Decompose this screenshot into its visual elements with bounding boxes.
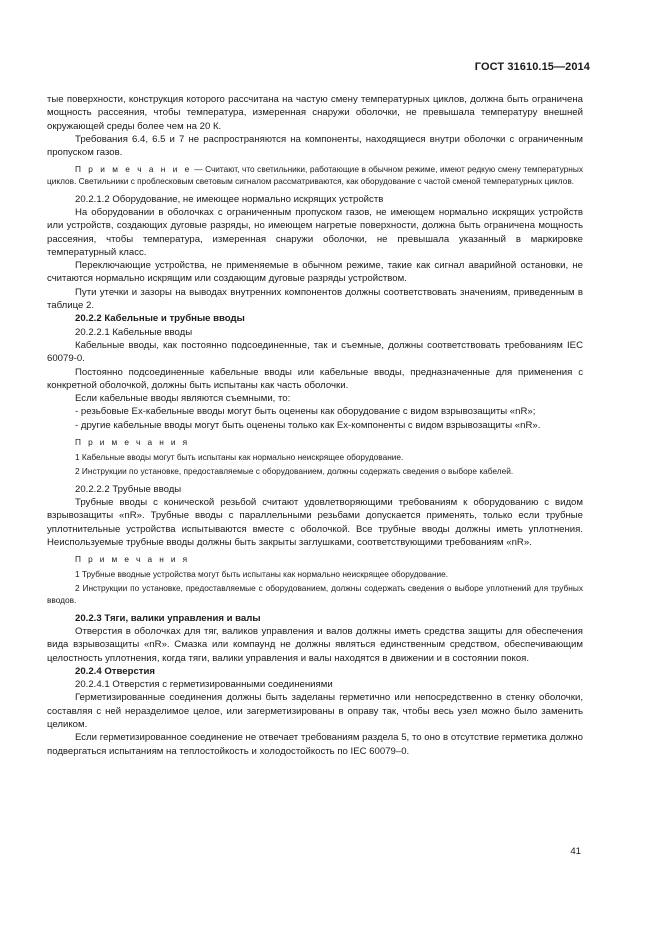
paragraph: тые поверхности, конструкция которого рассчитана на частую смену температурных циклов, должна быть ограничена мощность рассеяния, чтобы температура, измеренная снаружи оболочки, не превышала температуру внешней окружающей среды более чем на 20 К. bbox=[47, 94, 583, 132]
paragraph: Пути утечки и зазоры на выводах внутренних компонентов должны соответствовать значениям, приведенным в таблице 2. bbox=[47, 286, 583, 312]
note-text: — Считают, что светильники, работающие в обычном режиме, имеют редкую смену температурных циклов. Светильники с проблесковым световым сигналом рассматриваются, как оборудование с частой сменой температурных циклов. bbox=[47, 164, 583, 187]
section-heading: 20.2.2 Кабельные и трубные вводы bbox=[75, 313, 245, 325]
paragraph: На оборудовании в оболочках с ограниченным пропуском газов, не имеющем нормально искрящих устройств или устройств, создающих дуговые разряды, но имеющем нагретые поверхности, должна быть ограничена мощность рассеяния, чтобы температура, измеренная снаружи оболочки, не превышала указанный в маркировке температурный класс. bbox=[47, 206, 583, 258]
paragraph: Требования 6.4, 6.5 и 7 не распространяются на компоненты, находящиеся внутри оболочки с ограниченным пропуском газов. bbox=[47, 133, 583, 159]
subsection-title: 20.2.1.2 Оборудование, не имеющее нормально искрящих устройств bbox=[75, 193, 384, 205]
section-heading: 20.2.4 Отверстия bbox=[75, 665, 155, 677]
document-code: ГОСТ 31610.15—2014 bbox=[474, 61, 590, 73]
paragraph: Трубные вводы с конической резьбой считают удовлетворяющими требованиям к оборудованию с видом взрывозащиты «nR». Трубные вводы с параллельными резьбами допускается применять, только если трубные уплотнительные устройства испытываются вместе с оболочкой. Все трубные вводы должны иметь уплотнения. Неиспользуемые трубные вводы должны быть закрыты заглушками, соответствующими требованиям «nR». bbox=[47, 497, 583, 548]
subsection-title: 20.2.4.1 Отверстия с герметизированными соединениями bbox=[75, 679, 333, 691]
paragraph: Если кабельные вводы являются съемными, то: bbox=[75, 393, 291, 405]
section-heading: 20.2.3 Тяги, валики управления и валы bbox=[75, 612, 261, 624]
notes-title: П р и м е ч а н и я bbox=[75, 437, 190, 448]
subsection-title: 20.2.2.1 Кабельные вводы bbox=[75, 326, 193, 338]
note-item: 2 Инструкции по установке, предоставляемые с оборудованием, должны содержать сведения о выборе кабелей. bbox=[75, 466, 514, 477]
note-item: 1 Трубные вводные устройства могут быть испытаны как нормально неискрящее оборудование. bbox=[75, 568, 449, 579]
note bbox=[47, 164, 583, 187]
note-label: П р и м е ч а н и е bbox=[75, 164, 192, 175]
paragraph: Постоянно подсоединенные кабельные вводы или кабельные вводы, предназначенные для применения с конкретной оболочкой, должны быть испытаны как часть оболочки. bbox=[47, 366, 583, 391]
list-item: - другие кабельные вводы могут быть оценены только как Ex-компоненты с видом взрывозащиты «nR». bbox=[75, 419, 541, 431]
paragraph: Герметизированные соединения должны быть заделаны герметично или непосредственно в стенку оболочки, составляя с ней неразделимое целое, или загерметизированы в оправу так, чтобы весь узел можно было заменить целиком. bbox=[47, 692, 583, 731]
note-item: 1 Кабельные вводы могут быть испытаны как нормально неискрящее оборудование. bbox=[75, 451, 404, 462]
subsection-title: 20.2.2.2 Трубные вводы bbox=[75, 483, 182, 495]
paragraph: Отверстия в оболочках для тяг, валиков управления и валов должны иметь средства защиты для обеспечения вида взрывозащиты «nR». Смазка или компаунд не должны являться единственным средством, обеспечивающим целостность уплотнения, когда тяги, валики управления и валы находятся в движении и в состоянии покоя. bbox=[47, 625, 583, 664]
paragraph: Переключающие устройства, не применяемые в обычном режиме, такие как сигнал аварийной остановки, не считаются нормально искрящим или создающим дуговые разряды устройством. bbox=[47, 260, 583, 285]
page-body bbox=[47, 93, 583, 758]
paragraph: Кабельные вводы, как постоянно подсоединенные, так и съемные, должны соответствовать требованиям IEC 60079-0. bbox=[47, 339, 583, 365]
paragraph: Если герметизированное соединение не отвечает требованиям раздела 5, то оно в отсутствие герметика должно подвергаться испытаниям на теплостойкость и холодостойкость по IEC 60079–0. bbox=[47, 732, 583, 757]
list-item: - резьбовые Ex-кабельные вводы могут быть оценены как оборудование с видом взрывозащиты «nR»; bbox=[75, 406, 536, 418]
page-number: 41 bbox=[570, 846, 581, 857]
notes-title: П р и м е ч а н и я bbox=[75, 554, 190, 565]
note-item: 2 Инструкции по установке, предоставляемые с оборудованием, должны содержать сведения о выборе уплотнений для трубных вводов. bbox=[47, 583, 583, 606]
